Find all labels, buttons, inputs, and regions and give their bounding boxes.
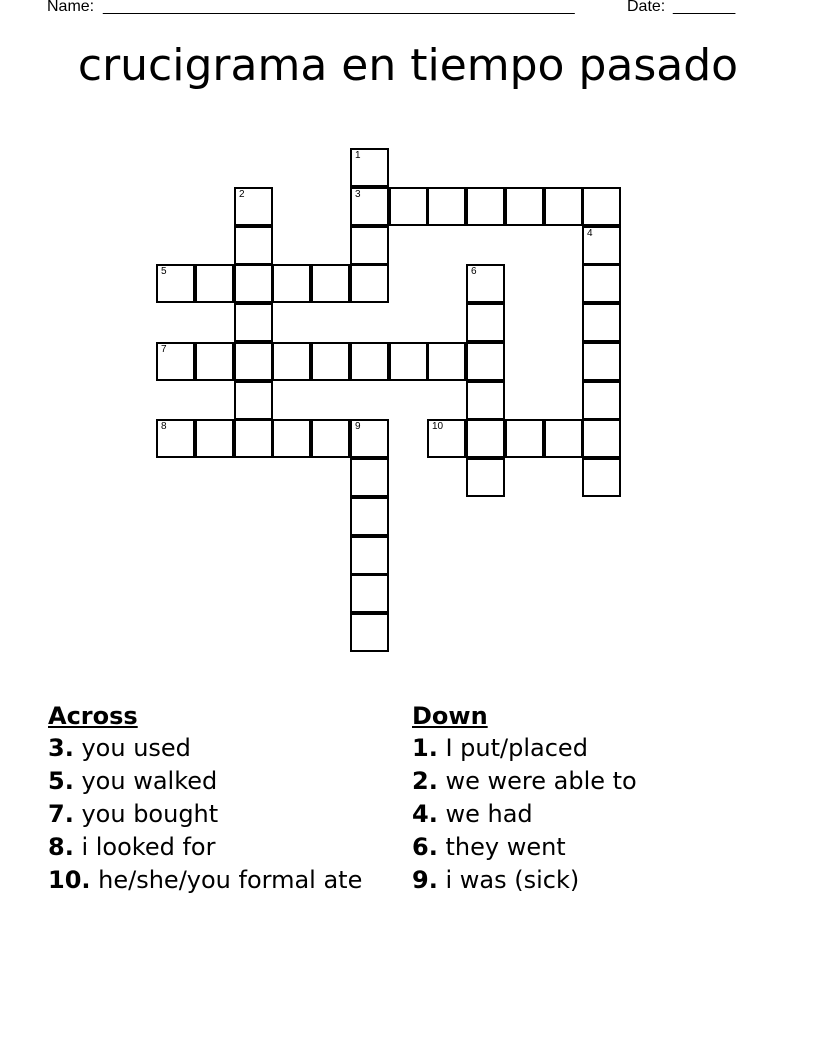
clue-number: 5 (161, 266, 167, 277)
grid-cell[interactable] (466, 342, 505, 381)
across-heading: Across (48, 702, 138, 730)
grid-cell[interactable] (350, 613, 389, 652)
grid-cell[interactable] (466, 458, 505, 497)
name-label: Name: (47, 0, 95, 15)
grid-cell[interactable] (311, 264, 350, 303)
grid-cell[interactable] (466, 264, 505, 303)
grid-cell[interactable] (234, 303, 273, 342)
grid-cell[interactable] (195, 419, 234, 458)
clue-item-number: 6. (412, 833, 438, 861)
clue-number: 4 (587, 228, 593, 239)
grid-cell[interactable] (234, 381, 273, 420)
grid-cell[interactable] (505, 419, 544, 458)
grid-cell[interactable] (505, 187, 544, 226)
grid-cell[interactable] (311, 419, 350, 458)
clue-item-number: 9. (412, 866, 438, 894)
clue-item-number: 3. (48, 734, 74, 762)
clue-item-number: 5. (48, 767, 74, 795)
grid-cell[interactable] (234, 226, 273, 265)
grid-cell[interactable] (350, 226, 389, 265)
grid-cell[interactable] (350, 497, 389, 536)
grid-cell[interactable] (195, 264, 234, 303)
grid-cell[interactable] (350, 458, 389, 497)
grid-cell[interactable] (350, 148, 389, 187)
clue-number: 9 (355, 421, 361, 432)
grid-cell[interactable] (427, 187, 466, 226)
clue-item (412, 734, 732, 762)
clue-item-number: 8. (48, 833, 74, 861)
grid-cell[interactable] (156, 419, 195, 458)
grid-cell[interactable] (311, 342, 350, 381)
clue-number: 3 (355, 189, 361, 200)
clue-item-number: 7. (48, 800, 74, 828)
grid-cell[interactable] (544, 187, 583, 226)
grid-cell[interactable] (234, 342, 273, 381)
clue-item-number: 4. (412, 800, 438, 828)
grid-cell[interactable] (272, 264, 311, 303)
grid-cell[interactable] (156, 342, 195, 381)
clue-item-number: 10. (48, 866, 91, 894)
grid-cell[interactable] (466, 419, 505, 458)
date-label: Date: (627, 0, 666, 15)
grid-cell[interactable] (350, 264, 389, 303)
grid-cell[interactable] (389, 342, 428, 381)
clue-number: 8 (161, 421, 167, 432)
grid-cell[interactable] (350, 342, 389, 381)
grid-cell[interactable] (350, 536, 389, 575)
clue-item (48, 734, 368, 762)
grid-cell[interactable] (195, 342, 234, 381)
clue-item-number: 1. (412, 734, 438, 762)
clue-item (412, 866, 732, 894)
clue-item-text: we had (445, 800, 533, 828)
page-title: crucigrama en tiempo pasado (77, 40, 739, 91)
clue-item (48, 800, 368, 828)
clue-item-text: they went (445, 833, 566, 861)
clue-number: 1 (355, 150, 361, 161)
date-blank: _______ (673, 0, 736, 15)
clue-item (412, 800, 732, 828)
grid-cell[interactable] (582, 264, 621, 303)
grid-cell[interactable] (582, 381, 621, 420)
clue-item-number: 2. (412, 767, 438, 795)
grid-cell[interactable] (156, 264, 195, 303)
grid-cell[interactable] (466, 303, 505, 342)
clue-number: 10 (432, 421, 444, 432)
down-list (412, 734, 732, 894)
clue-item-text: he/she/you formal ate (98, 866, 363, 894)
clue-item-text: I put/placed (445, 734, 588, 762)
grid-cell[interactable] (350, 574, 389, 613)
clue-item-text: we were able to (445, 767, 637, 795)
grid-cell[interactable] (272, 342, 311, 381)
grid-cell[interactable] (350, 419, 389, 458)
clue-item-text: you used (81, 734, 191, 762)
clue-item (412, 767, 732, 795)
down-clues (412, 700, 732, 899)
clue-item (412, 833, 732, 861)
down-heading: Down (412, 702, 488, 730)
clue-item (48, 866, 368, 894)
clue-item (48, 767, 368, 795)
across-clues (48, 700, 368, 899)
grid-cell[interactable] (466, 381, 505, 420)
grid-cell[interactable] (427, 419, 466, 458)
clue-item-text: you walked (81, 767, 218, 795)
clue-number: 6 (471, 266, 477, 277)
grid-cell[interactable] (582, 303, 621, 342)
grid-cell[interactable] (582, 419, 621, 458)
grid-cell[interactable] (350, 187, 389, 226)
across-list (48, 734, 368, 894)
clue-item (48, 833, 368, 861)
grid-cell[interactable] (582, 342, 621, 381)
clue-item-text: i was (sick) (445, 866, 580, 894)
grid-cell[interactable] (582, 226, 621, 265)
grid-cell[interactable] (234, 419, 273, 458)
grid-cell[interactable] (427, 342, 466, 381)
grid-cell[interactable] (582, 187, 621, 226)
grid-cell[interactable] (389, 187, 428, 226)
grid-cell[interactable] (466, 187, 505, 226)
grid-cell[interactable] (544, 419, 583, 458)
grid-cell[interactable] (234, 264, 273, 303)
grid-cell[interactable] (272, 419, 311, 458)
grid-cell[interactable] (582, 458, 621, 497)
clue-number: 7 (161, 344, 167, 355)
grid-cell[interactable] (234, 187, 273, 226)
clue-number: 2 (239, 189, 245, 200)
clue-item-text: i looked for (81, 833, 216, 861)
name-blank: _____________________________________________________ (103, 0, 575, 15)
clue-item-text: you bought (81, 800, 219, 828)
